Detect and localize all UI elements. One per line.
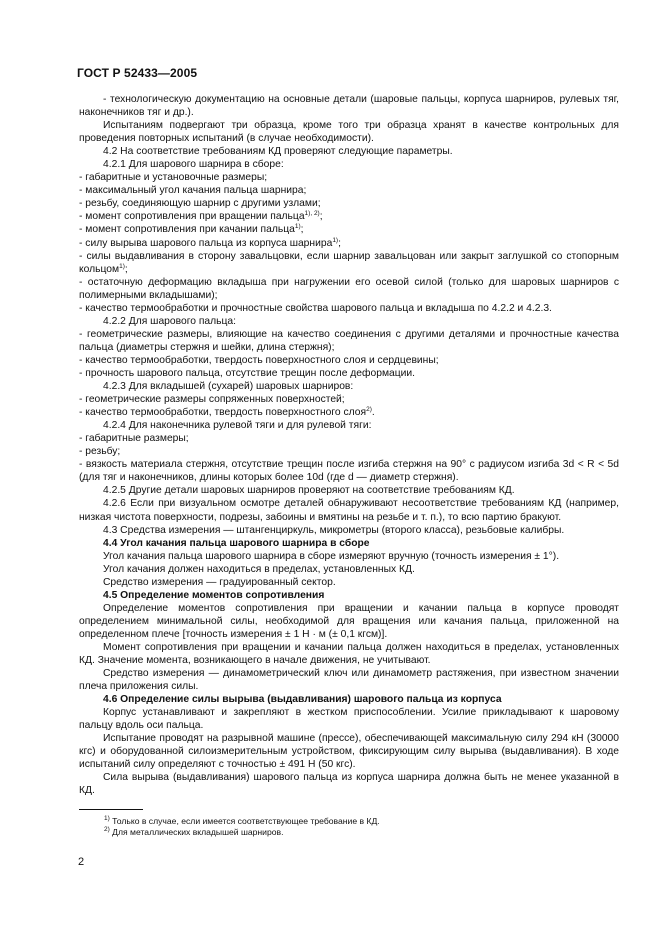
paragraph [79,419,619,432]
section-heading [79,537,619,550]
paragraph [79,171,619,184]
paragraph-text: 4.2 На соответствие требованиям КД проверяют следующие параметры. [103,146,453,158]
paragraph-tail: ; [124,263,128,275]
paragraph-text: 4.2.5 Другие детали шаровых шарниров проверяют на соответствие требованиям КД. [103,485,515,497]
paragraph-text: - момент сопротивления при качании пальца [79,224,295,236]
paragraph-text: - момент сопротивления при вращении пальца [79,211,305,223]
footnote-ref: 1) [332,236,339,244]
paragraph-text: 4.4 Угол качания пальца шарового шарнира в сборе [103,537,370,549]
paragraph [79,380,619,393]
paragraph-text: 4.2.4 Для наконечника рулевой тяги и для рулевой тяги: [103,420,372,432]
paragraph [79,119,619,145]
paragraph-text: - максимальный угол качания пальца шарнира; [79,185,307,197]
paragraph [79,158,619,171]
paragraph [79,641,619,667]
paragraph-text: 4.5 Определение моментов сопротивления [103,589,325,601]
section-heading [79,693,619,706]
paragraph [79,732,619,771]
paragraph [79,524,619,537]
paragraph [79,706,619,732]
paragraph [79,145,619,158]
paragraph [79,576,619,589]
paragraph-tail: . [371,407,375,419]
paragraph-text: - резьбу, соединяющую шарнир с другими узлами; [79,198,321,210]
paragraph-text: 4.2.3 Для вкладышей (сухарей) шаровых шарниров: [103,381,354,393]
paragraph-text: Угол качания пальца шарового шарнира в сборе измеряют вручную (точность измерения ± 1°). [103,550,560,562]
paragraph [79,197,619,210]
paragraph-tail: ; [338,237,341,249]
section-heading [79,589,619,602]
paragraph-text: - технологическую документацию на основные детали (шаровые пальцы, корпуса шарниров, рулевых тяг, наконечников тяг и др.). [79,94,619,119]
paragraph-text: Испытаниям подвергают три образца, кроме того три образца хранят в качестве контрольных для проведения повторных испытаний (в случае необходимости). [79,120,619,145]
paragraph-text: - габаритные и установочные размеры; [79,172,268,184]
paragraph-text: Определение моментов сопротивления при вращении и качании пальца в корпусе проводят определением минимальной силы, необходимой для вращения или качания пальца, приложенной на определенном плече [точность измерения ± 1 Н · м (± 0,1 кгсм)]. [79,602,619,640]
paragraph-text: Испытание проводят на разрывной машине (прессе), обеспечивающей максимальную силу 294 кН (30000 кгс) и оборудованной силоизмерительным устройством, фиксирующим силу вырыва (выдавливания). В ходе испытаний силу определяют с точностью ± 491 Н (50 кгс). [79,733,619,771]
paragraph-text: - качество термообработки, твердость поверхностного слоя [79,407,367,419]
paragraph [79,93,619,119]
paragraph [79,393,619,406]
paragraph [79,223,619,236]
paragraph-text: - резьбу; [79,446,121,458]
paragraph-text: - остаточную деформацию вкладыша при нагружении его осевой силой (только для шаровых шарниров с полимерными вкладышами); [79,276,619,301]
paragraph-tail: ; [319,211,323,223]
paragraph [79,458,619,484]
paragraph [79,406,619,419]
paragraph [79,484,619,497]
paragraph-text: 4.2.1 Для шарового шарнира в сборе: [103,159,284,171]
footnotes [104,816,380,838]
paragraph-text: - вязкость материала стержня, отсутствие трещин после изгиба стержня на 90° с радиусом изгиба 3d < R < 5d (для тяг и наконечников, длины которых более 10d (где d — диаметр стержня). [79,459,619,484]
paragraph [79,328,619,354]
footnote-ref: 1) [119,262,125,270]
paragraph-text: - качество термообработки и прочностные свойства шарового пальца и вкладыша по 4.2.2 и 4.2.3. [79,302,552,314]
paragraph [79,550,619,563]
paragraph-text: - габаритные размеры; [79,433,189,445]
document-body [79,93,619,798]
paragraph [79,184,619,197]
paragraph-text: - силу вырыва шарового пальца из корпуса шарнира [79,237,333,249]
paragraph [79,432,619,445]
paragraph-text: Средство измерения — динамометрический ключ или динамометр растяжения, при известном значении плеча приложения силы. [79,668,619,693]
footnote-1 [104,816,380,827]
paragraph [79,602,619,641]
paragraph-text: 4.6 Определение силы вырыва (выдавливания) шарового пальца из корпуса [103,694,502,706]
paragraph-text: 4.3 Средства измерения — штангенциркуль, микрометры (второго класса), резьбовые калибры. [103,524,565,536]
paragraph-text: 4.2.6 Если при визуальном осмотре деталей обнаруживают несоответствие требованиям КД (например, низкая чистота поверхности, подрезы, забоины и вмятины на резьбе и т. п.), то всю партию бракуют. [79,498,619,523]
paragraph [79,237,619,250]
footnote-divider [79,809,143,810]
paragraph-text: - геометрические размеры, влияющие на качество соединения с другими деталями и прочностные качества пальца (диаметры стержня и шейки, длина стержня); [79,328,619,353]
paragraph-text: Момент сопротивления при вращении и качании пальца должен находиться в пределах, установленных КД. Значение момента, возникающего в начале движения, не учитывают. [79,641,619,667]
paragraph-text: - геометрические размеры сопряженных поверхностей; [79,394,345,406]
paragraph-text: - силы выдавливания в сторону завальцовки, если шарнир завальцован или закрыт заглушкой со стопорным кольцом [79,250,619,275]
paragraph-text: - качество термообработки, твердость поверхностного слоя и сердцевины; [79,354,439,366]
document-header: ГОСТ Р 52433—2005 [77,66,198,80]
footnote-2 [104,827,380,838]
paragraph-text: - прочность шарового пальца, отсутствие трещин после деформации. [79,367,416,379]
paragraph-text: Средство измерения — градуированный сектор. [103,576,336,588]
footnote-mark: 1) [104,815,110,822]
paragraph [79,354,619,367]
footnote-text: Только в случае, если имеется соответствующее требование в КД. [112,816,380,826]
paragraph [79,563,619,576]
paragraph [79,771,619,797]
paragraph [79,302,619,315]
paragraph [79,667,619,693]
paragraph-text: 4.2.2 Для шарового пальца: [103,315,236,327]
footnote-mark: 2) [104,826,110,833]
footnote-ref: 1), 2) [304,210,320,218]
footnote-text: Для металлических вкладышей шарниров. [112,827,284,837]
page-number: 2 [78,856,85,868]
footnote-ref: 2) [366,406,372,414]
paragraph-text: Угол качания должен находиться в пределах, установленных КД. [103,563,415,575]
paragraph [79,250,619,276]
paragraph [79,276,619,302]
paragraph-text: Корпус устанавливают и закрепляют в жестком приспособлении. Усилие прикладывают к шаровому пальцу вдоль оси пальца. [79,707,619,732]
footnote-ref: 1) [294,223,301,231]
paragraph-text: Сила вырыва (выдавливания) шарового пальца из корпуса шарнира должна быть не менее указанной в КД. [79,772,619,797]
paragraph [79,210,619,223]
paragraph [79,367,619,380]
paragraph [79,315,619,328]
paragraph [79,497,619,523]
paragraph-tail: ; [300,224,304,236]
paragraph [79,445,619,458]
